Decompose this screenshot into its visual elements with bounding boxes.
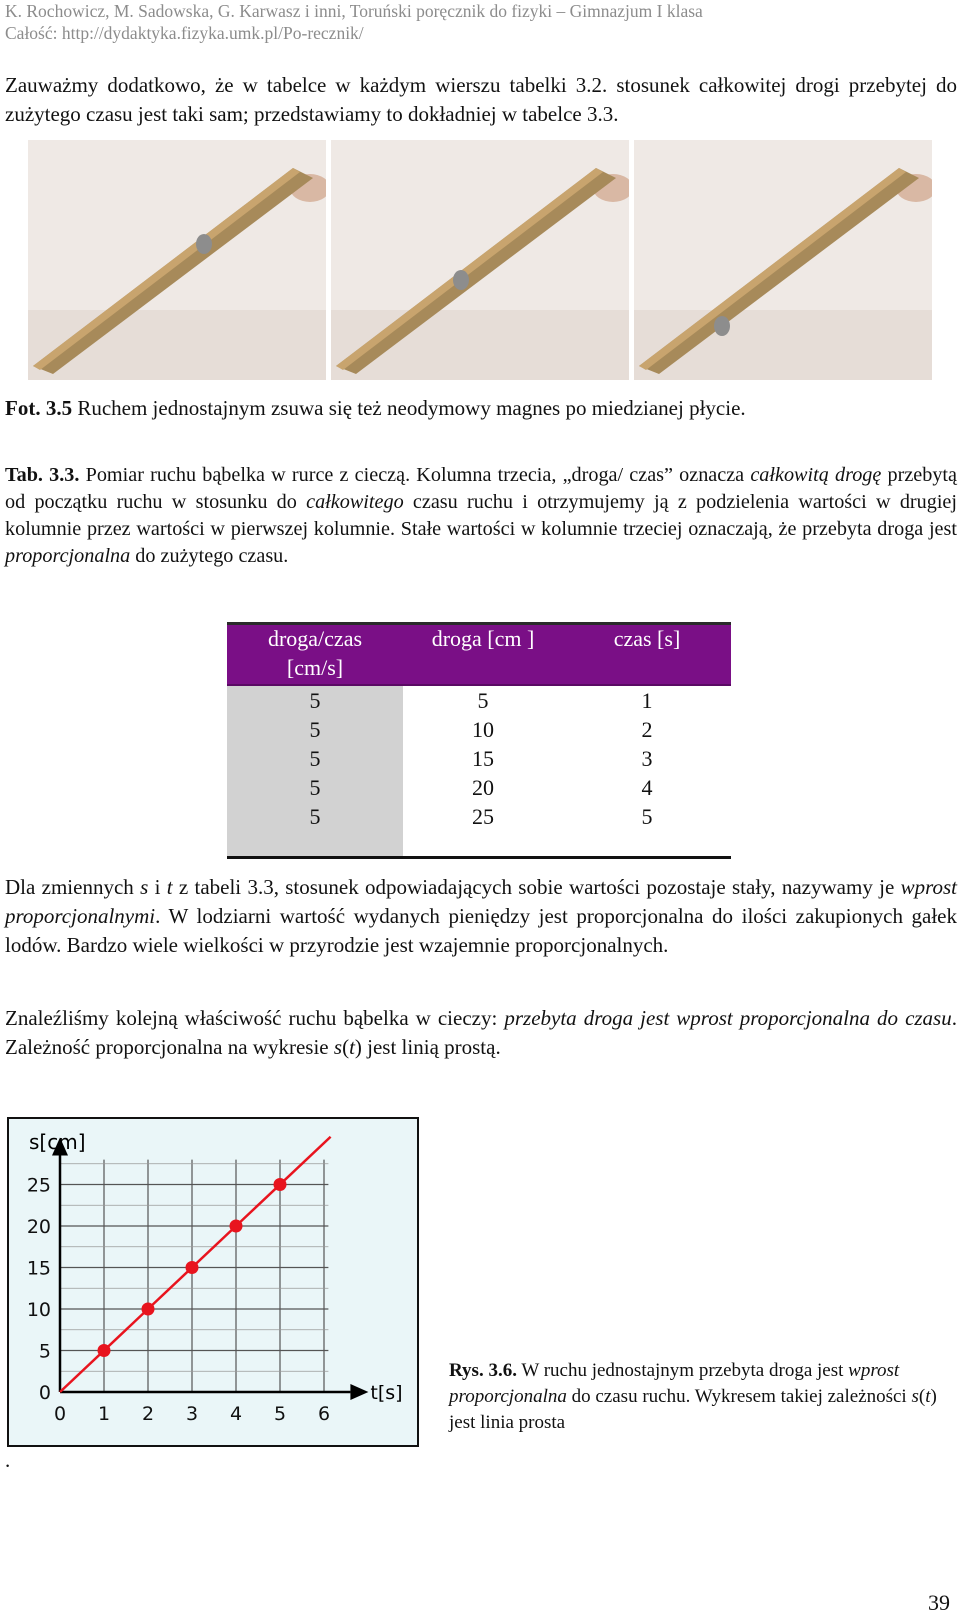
table-cell: 4: [641, 775, 653, 800]
table-cell: 5: [309, 717, 321, 742]
data-point: [274, 1178, 287, 1191]
table-header-ratio: droga/czas [cm/s]: [267, 626, 363, 680]
photo-magnet-2: [331, 140, 629, 380]
y-tick-label: 20: [26, 1216, 51, 1238]
figure-caption-text: W ruchu jednostajnym przebyta droga jest: [516, 1360, 849, 1381]
x-axis-arrow-icon: [350, 1384, 368, 1400]
table-caption-emphasis: całkowitego: [306, 491, 404, 513]
intro-paragraph: Zauważmy dodatkowo, że w tabelce w każdym wierszu tabelki 3.2. stosunek całkowitej drogi przebytej do zużytego czasu jest taki sam; przedstawiamy to dokładniej w tabelce 3.3.: [5, 73, 957, 126]
table-caption-text: przebytą od początku ruchu w stosunku do: [5, 464, 958, 513]
figure-caption-text: ) jest linia prosta: [449, 1386, 937, 1433]
figure-caption-text: do czasu ruchu. Wykresem takiej zależności: [566, 1386, 912, 1407]
paragraph-text: . W lodziarni wartość wydanych pieniędzy jest proporcjonalna do ilości zakupionych gałek lodów. Bardzo wiele wielkości w przyrodzie jest wzajemnie proporcjonalnych.: [5, 904, 957, 957]
photo-caption-label: Fot. 3.5: [5, 396, 73, 420]
table-caption: [5, 462, 957, 570]
x-axis-label: t[s]: [370, 1382, 403, 1404]
table-cell: 15: [472, 746, 494, 771]
table-cell: 5: [309, 775, 321, 800]
table-caption-text: do zużytego czasu.: [130, 545, 289, 567]
paragraph-text: z tabeli 3.3, stosunek odpowiadających sobie wartości pozostaje stały, nazywamy je: [172, 875, 901, 899]
table-caption-emphasis: proporcjonalna: [5, 545, 131, 567]
table-bottom-rule: [227, 856, 731, 859]
x-tick-label: 4: [229, 1403, 243, 1425]
table-cell: 5: [309, 688, 321, 713]
table-cell: 20: [472, 775, 494, 800]
photo-caption: [5, 394, 957, 423]
header-line-2: Całość: http://dydaktyka.fizyka.umk.pl/Po-recznik/: [5, 23, 364, 43]
figure-caption: [449, 1358, 949, 1436]
table-cell: 3: [641, 746, 653, 771]
y-tick-label: 25: [26, 1174, 51, 1197]
paragraph-emphasis: t: [166, 875, 173, 899]
figure-caption-emphasis: t: [925, 1386, 931, 1407]
paragraph-emphasis: t: [349, 1035, 355, 1059]
photo-caption-text: Ruchem jednostajnym zsuwa się też neodymowy magnes po miedzianej płycie.: [72, 396, 746, 420]
magnet-icon: [453, 270, 469, 290]
table-caption-label: Tab. 3.3.: [5, 464, 80, 486]
data-point: [186, 1261, 199, 1274]
y-axis-label: s[cm]: [29, 1130, 86, 1154]
paragraph-text: Dla zmiennych: [5, 875, 141, 899]
x-tick-label: 0: [53, 1403, 67, 1425]
table-header-time: czas [s]: [613, 626, 681, 651]
paragraph-emphasis: s: [140, 875, 149, 899]
magnet-icon: [714, 316, 730, 336]
x-tick-label: 3: [185, 1403, 199, 1425]
table-caption-text: Pomiar ruchu bąbelka w rurce z cieczą. Kolumna trzecia, „droga/ czas” oznacza: [79, 464, 751, 486]
paragraph-text: (: [342, 1035, 350, 1059]
figure-caption-text: (: [918, 1386, 926, 1407]
photo-magnet-3: [634, 140, 932, 380]
data-point: [142, 1303, 155, 1316]
data-point: [98, 1344, 111, 1357]
x-tick-label: 1: [97, 1403, 111, 1425]
paragraph-emphasis: s: [333, 1035, 343, 1059]
y-tick-label: 0: [38, 1382, 51, 1404]
figure-caption-emphasis: s: [911, 1386, 919, 1407]
magnet-icon: [196, 234, 212, 254]
figure-caption-emphasis: wprost proporcjonalna: [449, 1360, 900, 1407]
table-cell: 5: [309, 746, 321, 771]
y-tick-label: 5: [38, 1340, 51, 1363]
header-line-1: K. Rochowicz, M. Sadowska, G. Karwasz i inni, Toruński poręcznik do fizyki – Gimnazjum I klasa: [5, 1, 703, 21]
table-cell: 2: [641, 717, 653, 742]
figure-caption-label: Rys. 3.6.: [449, 1360, 517, 1381]
x-tick-label: 5: [273, 1403, 287, 1425]
paragraph-emphasis: wprost proporcjonalnymi: [5, 875, 958, 928]
stray-dot: .: [5, 1448, 11, 1472]
paragraph-emphasis: przebyta droga jest wprost proporcjonalna do czasu: [504, 1006, 952, 1030]
table-cell: 5: [309, 804, 321, 829]
table-caption-text: czasu ruchu i otrzymujemy ją z podzielenia wartości w drugiej kolumnie przez wartości w pierwszej kolumnie. Stałe wartości w kolumnie trzeciej oznaczają, że przebyta droga jest: [5, 491, 958, 540]
paragraph-proportional: [5, 873, 957, 960]
photo-magnet-1: [28, 140, 326, 380]
y-tick-label: 10: [26, 1299, 51, 1321]
paragraph-text: i: [148, 875, 167, 899]
table-cell: 10: [472, 717, 494, 742]
x-tick-label: 6: [317, 1403, 331, 1425]
paragraph-text: . Zależność proporcjonalna na wykresie: [5, 1006, 957, 1059]
table-cell: 5: [477, 688, 489, 713]
paragraph-text: Znaleźliśmy kolejną właściwość ruchu bąbelka w cieczy:: [5, 1006, 505, 1030]
table-cell: 1: [641, 688, 653, 713]
table-header-distance: droga [cm ]: [431, 626, 535, 651]
data-table: [227, 622, 731, 858]
paragraph-conclusion: [5, 1004, 957, 1062]
table-cell: 25: [472, 804, 494, 829]
page-number: 39: [928, 1590, 950, 1615]
table-caption-emphasis: całkowitą drogę: [750, 464, 882, 486]
table-cell: 5: [641, 804, 653, 829]
data-point: [230, 1220, 243, 1233]
distance-time-chart: [7, 1117, 419, 1447]
paragraph-text: ) jest linią prostą.: [354, 1035, 501, 1059]
chart-svg: [9, 1119, 417, 1445]
y-tick-label: 15: [26, 1257, 51, 1280]
x-tick-label: 2: [141, 1403, 155, 1425]
